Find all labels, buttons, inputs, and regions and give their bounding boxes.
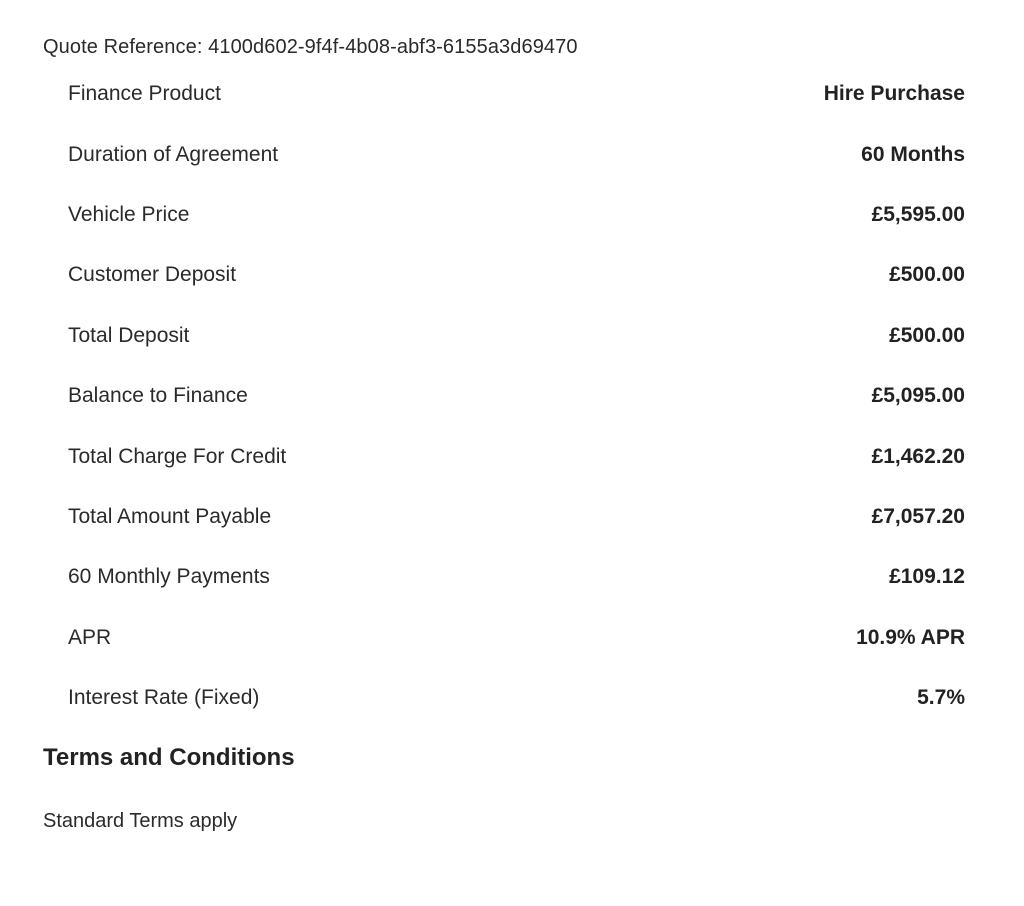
row-total-amount-payable (68, 487, 965, 547)
row-customer-deposit (68, 245, 965, 305)
finance-summary-table (68, 64, 965, 728)
row-value: 5.7% (917, 686, 965, 710)
row-value: £500.00 (889, 323, 965, 347)
row-value: 60 Months (861, 142, 965, 166)
row-label: APR (68, 625, 112, 649)
row-value: £1,462.20 (871, 444, 965, 468)
row-apr (68, 608, 965, 668)
quote-reference: Quote Reference: 4100d602-9f4f-4b08-abf3-6155a3d69470 (43, 36, 578, 58)
row-label: Finance Product (68, 82, 221, 106)
row-label: Total Deposit (68, 323, 190, 347)
row-value: £5,095.00 (871, 384, 965, 408)
row-duration-of-agreement (68, 124, 965, 184)
row-value: £5,595.00 (871, 202, 965, 226)
row-total-deposit (68, 306, 965, 366)
row-label: Total Charge For Credit (68, 444, 287, 468)
row-label: 60 Monthly Payments (68, 565, 270, 589)
row-value: £7,057.20 (871, 504, 965, 528)
row-finance-product (68, 64, 965, 124)
row-value: £500.00 (889, 263, 965, 287)
terms-text: Standard Terms apply (43, 810, 238, 832)
row-interest-rate (68, 668, 965, 728)
row-value: £109.12 (889, 565, 965, 589)
row-label: Duration of Agreement (68, 142, 279, 166)
terms-heading: Terms and Conditions (43, 744, 295, 771)
row-value: 10.9% APR (856, 625, 965, 649)
row-label: Balance to Finance (68, 384, 248, 408)
row-balance-to-finance (68, 366, 965, 426)
row-value: Hire Purchase (823, 82, 965, 106)
row-label: Vehicle Price (68, 202, 190, 226)
row-vehicle-price (68, 185, 965, 245)
row-label: Customer Deposit (68, 263, 237, 287)
row-label: Total Amount Payable (68, 504, 272, 528)
row-total-charge-for-credit (68, 426, 965, 486)
row-label: Interest Rate (Fixed) (68, 686, 260, 710)
row-monthly-payments (68, 547, 965, 607)
